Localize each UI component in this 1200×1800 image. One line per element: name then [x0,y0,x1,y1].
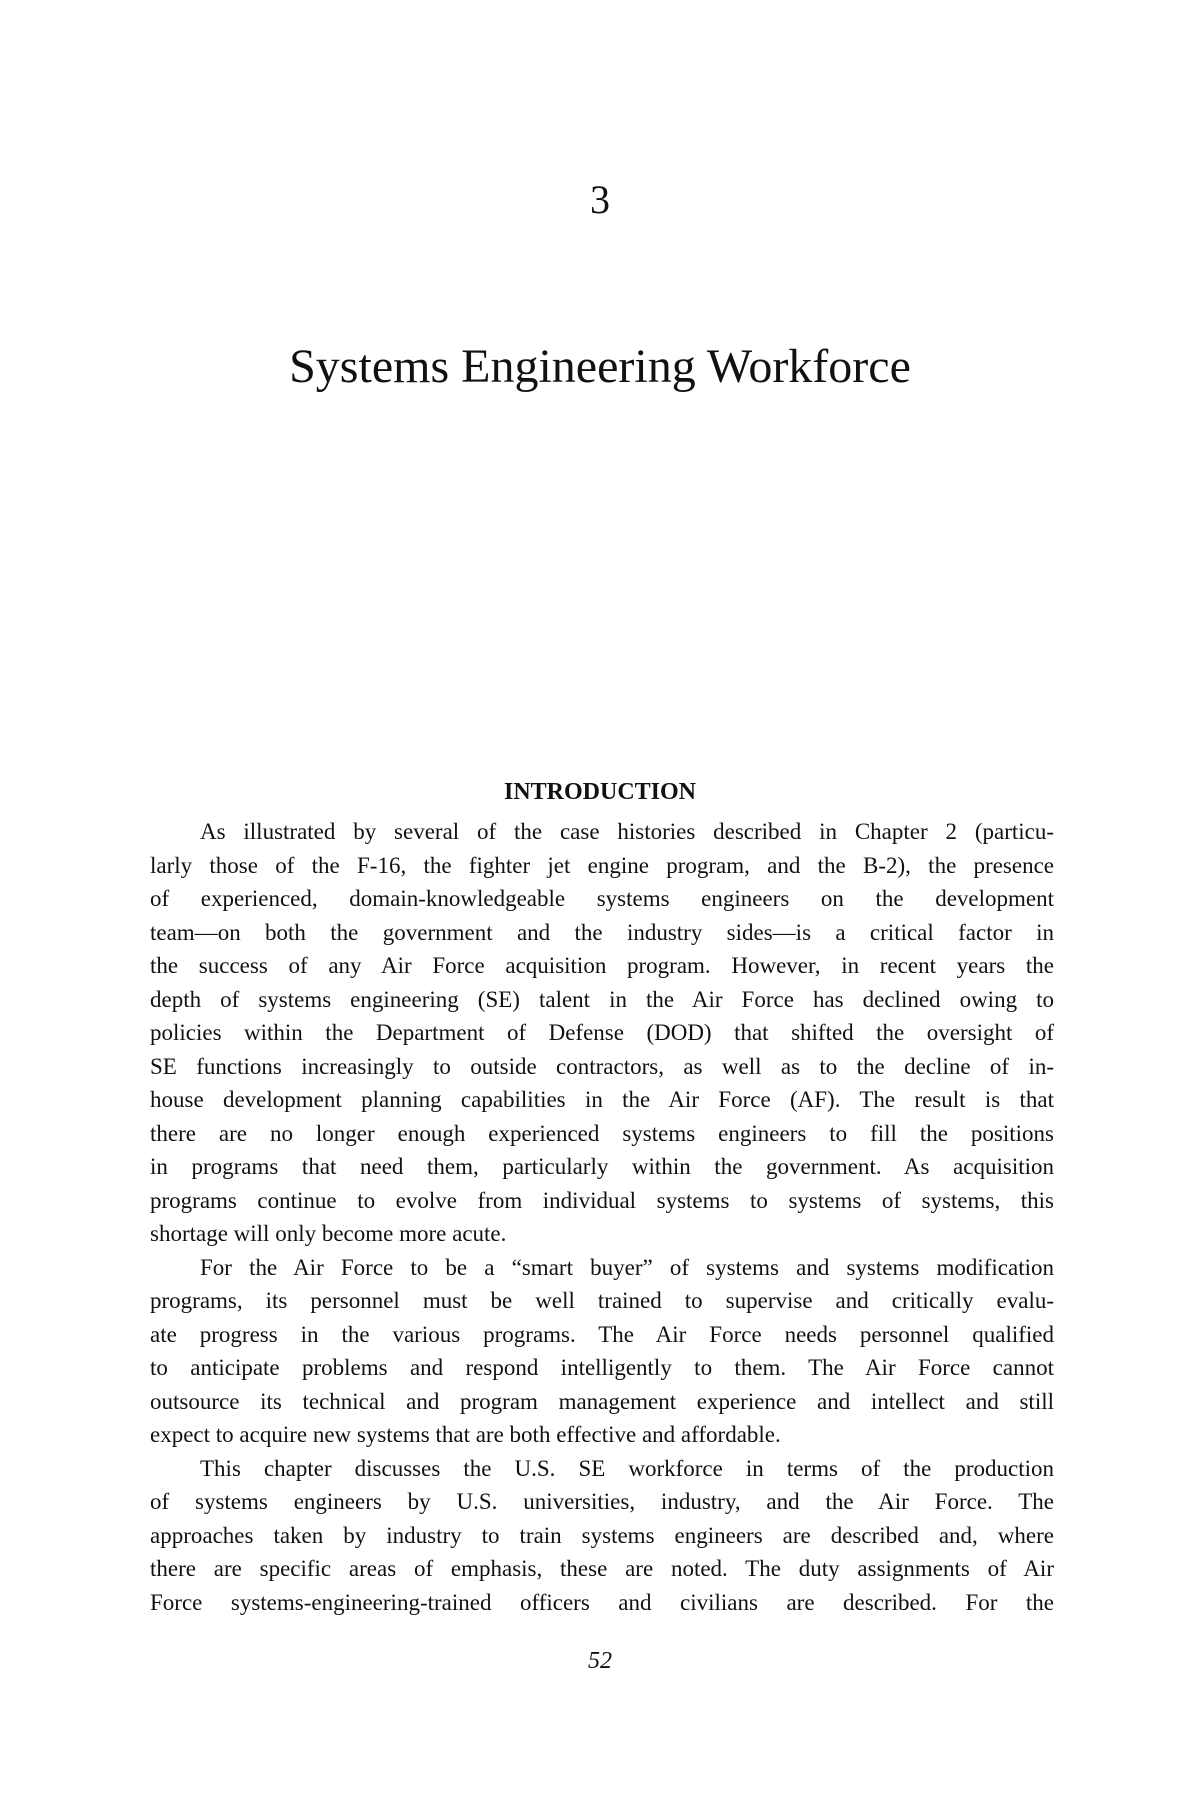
paragraph-2 [150,1251,1054,1452]
paragraph-3 [150,1452,1054,1620]
text-line: programs, its personnel must be well trained to supervise and critically evalu- [150,1288,1054,1313]
text-line: For the Air Force to be a “smart buyer” of systems and systems modification [200,1254,1054,1280]
text-line: ate progress in the various programs. The Air Force needs personnel qualified [150,1321,1054,1347]
text-line: there are no longer enough experienced systems engineers to fill the positions [150,1120,1054,1146]
text-line: programs continue to evolve from individual systems to systems of systems, this [150,1187,1054,1213]
text-line: policies within the Department of Defense (DOD) that shifted the oversight of [150,1020,1054,1045]
text-line: SE functions increasingly to outside contractors, as well as to the decline of in- [150,1053,1054,1079]
chapter-number: 3 [590,177,610,222]
text-line: of systems engineers by U.S. universities, industry, and the Air Force. The [150,1489,1054,1514]
text-line: house development planning capabilities in the Air Force (AF). The result is that [150,1087,1054,1112]
text-line: outsource its technical and program management experience and intellect and still [150,1388,1054,1414]
section-heading: INTRODUCTION [503,779,697,805]
text-line: the success of any Air Force acquisition program. However, in recent years the [150,953,1054,978]
chapter-title: Systems Engineering Workforce [289,340,911,393]
text-line: shortage will only become more acute. [150,1221,507,1246]
paragraph-1 [150,815,1054,1251]
text-line: there are specific areas of emphasis, these are noted. The duty assignments of Air [150,1556,1054,1581]
page-number: 52 [588,1648,612,1674]
text-line: approaches taken by industry to train systems engineers are described and, where [150,1522,1054,1548]
text-line: expect to acquire new systems that are both effective and affordable. [150,1422,781,1447]
body-text [150,815,1054,1619]
text-line: of experienced, domain-knowledgeable systems engineers on the development [150,886,1054,911]
text-line: larly those of the F-16, the fighter jet engine program, and the B-2), the presence [150,852,1054,878]
text-line: This chapter discusses the U.S. SE workforce in terms of the production [200,1455,1054,1481]
text-line: team—on both the government and the industry sides—is a critical factor in [150,919,1054,945]
text-line: Force systems-engineering-trained officers and civilians are described. For the [150,1589,1054,1615]
text-line: in programs that need them, particularly within the government. As acquisition [150,1154,1054,1179]
text-line: As illustrated by several of the case histories described in Chapter 2 (particu- [200,819,1054,844]
text-line: to anticipate problems and respond intelligently to them. The Air Force cannot [150,1355,1054,1380]
text-line: depth of systems engineering (SE) talent in the Air Force has declined owing to [150,986,1054,1012]
